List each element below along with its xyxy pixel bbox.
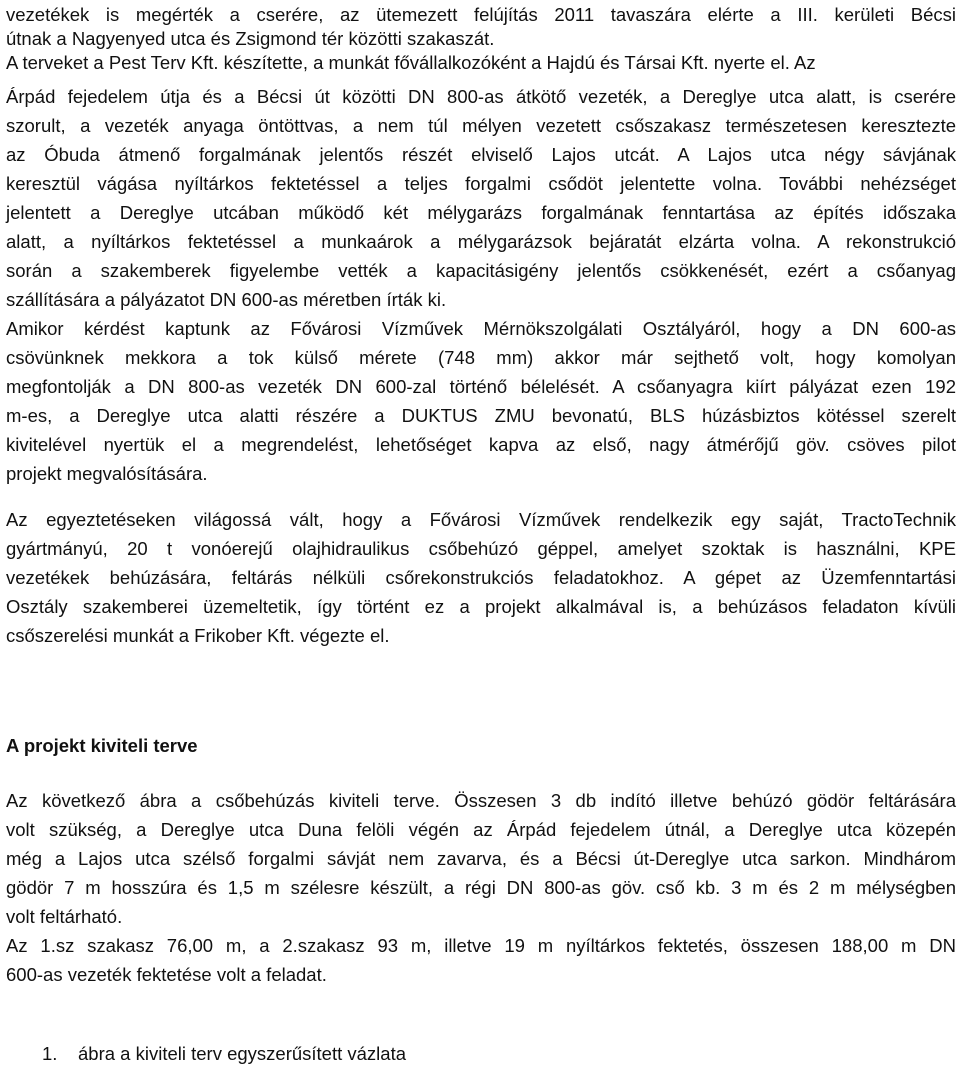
text-line: csőszerelési munkát a Frikober Kft. végezte el. — [6, 625, 390, 646]
text-line: vezetékek behúzására, feltárás nélküli csőrekonstrukciós feladatokhoz. A gépet az Üzemfenntartási — [6, 567, 956, 588]
text-line: Az 1.sz szakasz 76,00 m, a 2.szakasz 93 m, illetve 19 m nyíltárkos fektetés, összesen 188,00 m DN — [6, 935, 956, 956]
text-line: volt szükség, a Dereglye utca Duna felöli végén az Árpád fejedelem útnál, a Dereglye utca közepén — [6, 819, 956, 840]
text-line: gödör 7 m hosszúra és 1,5 m szélesre készült, a régi DN 800-as göv. cső kb. 3 m és 2 m mélységben — [6, 877, 956, 898]
text-line: keresztül vágása nyíltárkos fektetéssel a teljes forgalmi csődöt jelentette volna. További nehézséget — [6, 173, 956, 194]
figure-caption-number: 1. — [42, 1043, 58, 1064]
text-line: Amikor kérdést kaptunk az Fővárosi Vízművek Mérnökszolgálati Osztályáról, hogy a DN 600-as — [6, 318, 956, 339]
text-line: vezetékek is megérték a cserére, az ütemezett felújítás 2011 tavaszára elérte a III. kerületi Bécsi — [6, 4, 956, 25]
text-line: alatt, a nyíltárkos fektetéssel a munkaárok a mélygarázsok bejáratát elzárta volna. A rekonstrukció — [6, 231, 956, 252]
text-line: útnak a Nagyenyed utca és Zsigmond tér közötti szakaszát. — [6, 28, 495, 49]
text-line: szorult, a vezeték anyaga öntöttvas, a nem túl mélyen vezetett csőszakasz természetesen keresztezte — [6, 115, 956, 136]
text-line: Árpád fejedelem útja és a Bécsi út közötti DN 800-as átkötő vezeték, a Dereglye utca alatt, is cserére — [6, 86, 956, 107]
text-line: Az egyeztetéseken világossá vált, hogy a Fővárosi Vízművek rendelkezik egy saját, TractoTechnik — [6, 509, 956, 530]
text-line: Osztály szakemberei üzemeltetik, így történt ez a projekt alkalmával is, a behúzásos feladaton kívüli — [6, 596, 956, 617]
text-line: gyártmányú, 20 t vonóerejű olajhidraulikus csőbehúzó géppel, amelyet szoktak is használni, KPE — [6, 538, 956, 559]
text-line: 600-as vezeték fektetése volt a feladat. — [6, 964, 327, 985]
text-line: szállítására a pályázatot DN 600-as méretben írták ki. — [6, 289, 447, 310]
text-line: jelentett a Dereglye utcában működő két mélygarázs forgalmának fenntartása az építés időszaka — [6, 202, 956, 223]
text-line: még a Lajos utca szélső forgalmi sávját nem zavarva, és a Bécsi út-Dereglye utca sarkon. Mindhárom — [6, 848, 956, 869]
text-line: kivitelével nyertük el a megrendelést, lehetőséget kapva az első, nagy átmérőjű göv. csöves pilot — [6, 434, 956, 455]
text-line: A terveket a Pest Terv Kft. készítette, a munkát fővállalkozóként a Hajdú és Társai Kft. nyerte el. Az — [6, 52, 816, 73]
text-line: során a szakemberek figyelembe vették a kapacitásigény jelentős csökkenését, ezért a csőanyag — [6, 260, 956, 281]
text-line: megfontolják a DN 800-as vezeték DN 600-zal történő bélelését. A csőanyagra kiírt pályázat ezen 192 — [6, 376, 956, 397]
text-line: projekt megvalósítására. — [6, 463, 208, 484]
section-heading: A projekt kiviteli terve — [6, 735, 198, 756]
text-line: volt feltárható. — [6, 906, 123, 927]
text-line: csövünknek mekkora a tok külső mérete (748 mm) akkor már sejthető volt, hogy komolyan — [6, 347, 956, 368]
figure-caption-text: ábra a kiviteli terv egyszerűsített vázlata — [78, 1043, 407, 1064]
text-line: Az következő ábra a csőbehúzás kiviteli terve. Összesen 3 db indító illetve behúzó gödör feltárására — [6, 790, 956, 811]
text-line: az Óbuda átmenő forgalmának jelentős részét elviselő Lajos utcát. A Lajos utca négy sávjának — [6, 144, 956, 165]
text-line: m-es, a Dereglye utca alatti részére a DUKTUS ZMU bevonatú, BLS húzásbiztos kötéssel szerelt — [6, 405, 956, 426]
